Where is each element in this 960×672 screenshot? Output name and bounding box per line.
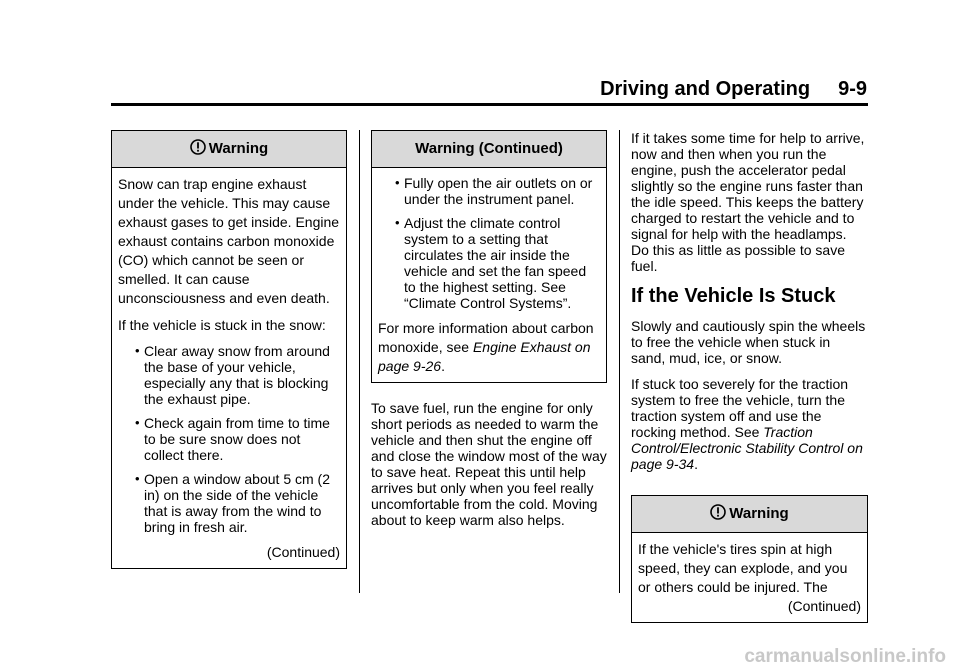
engine-exhaust-link[interactable]: Engine Exhaust on page 9-26 (378, 339, 591, 374)
page-number: 9-9 (838, 78, 867, 100)
warning-body (112, 168, 346, 568)
body-paragraph: If it takes some time for help to arrive, now and then when you run the engine, push the accelerator pedal slightly so the engine runs faster than the idle speed. This keeps the battery charged to restart the vehicle and to signal for help with the headlamps. Do this as little as possible to save fuel. (631, 130, 865, 274)
column-2 (371, 130, 607, 538)
body-text-suffix: . (694, 456, 698, 472)
warning-header: Warning (Continued) (372, 131, 606, 168)
bullet-list (378, 175, 600, 311)
warning-body (632, 533, 867, 622)
column-divider (359, 130, 360, 593)
warning-box (631, 495, 868, 623)
list-item: • Open a window about 5 cm (2 in) on the side of the vehicle that is away from the wind to bring in fresh air. (118, 471, 340, 535)
body-paragraph: Slowly and cautiously spin the wheels to free the vehicle when stuck in sand, mud, ice, or snow. (631, 318, 866, 366)
traction-control-link[interactable]: Traction Control/Electronic Stability Control on page 9-34 (631, 424, 863, 472)
list-item: • Clear away snow from around the base of your vehicle, especially any that is blocking the exhaust pipe. (118, 343, 340, 407)
more-info-suffix: . (441, 358, 445, 374)
body-paragraph: To save fuel, run the engine for only short periods as needed to warm the vehicle and then shut the engine off and close the window most of the way to save heat. Repeat this until help arrives but only when you feel really uncomfortable from the cold. Moving about to keep warm also helps. (371, 400, 607, 528)
warning-title: Warning (208, 140, 269, 157)
continued-label: (Continued) (266, 544, 340, 560)
column-3 (631, 130, 868, 623)
continued-label: (Continued) (787, 598, 861, 614)
more-info-text: For more information about carbon monoxide, see (378, 320, 594, 355)
list-item: • Adjust the climate control system to a setting that circulates the air inside the vehicle and set the fan speed to the highest setting. See “Climate Control Systems”. (378, 215, 600, 311)
more-info-paragraph (378, 319, 600, 376)
warning-icon (710, 504, 726, 520)
warning-title: Warning (729, 505, 789, 522)
body-text: If stuck too severely for the traction system to free the vehicle, turn the traction system off and use the rocking method. See (631, 376, 849, 440)
body-paragraph (631, 376, 868, 472)
column-1 (111, 130, 347, 569)
watermark: carmanualsonline.info (744, 646, 946, 667)
header-rule (111, 103, 868, 106)
page-header (0, 78, 867, 101)
warning-header (632, 496, 867, 533)
list-item: • Check again from time to time to be sure snow does not collect there. (118, 415, 340, 463)
warning-box (111, 130, 347, 569)
warning-body (372, 168, 606, 382)
section-heading: If the Vehicle Is Stuck (631, 285, 836, 307)
section-title: Driving and Operating (600, 78, 811, 100)
warning-header (112, 131, 346, 168)
warning-paragraph: If the vehicle is stuck in the snow: (118, 317, 326, 333)
list-item: • Fully open the air outlets on or under the instrument panel. (378, 175, 600, 207)
bullet-list (118, 343, 340, 535)
column-divider (619, 130, 620, 593)
warning-paragraph: Snow can trap engine exhaust under the vehicle. This may cause exhaust gases to get inside. Engine exhaust contains carbon monoxide (CO) which cannot be seen or smelled. It can cause unconsciousness and even death. (118, 176, 340, 306)
warning-icon (190, 139, 206, 155)
warning-paragraph: If the vehicle's tires spin at high speed, they can explode, and you or others could be injured. The (638, 541, 848, 595)
warning-box-continued (371, 130, 607, 383)
